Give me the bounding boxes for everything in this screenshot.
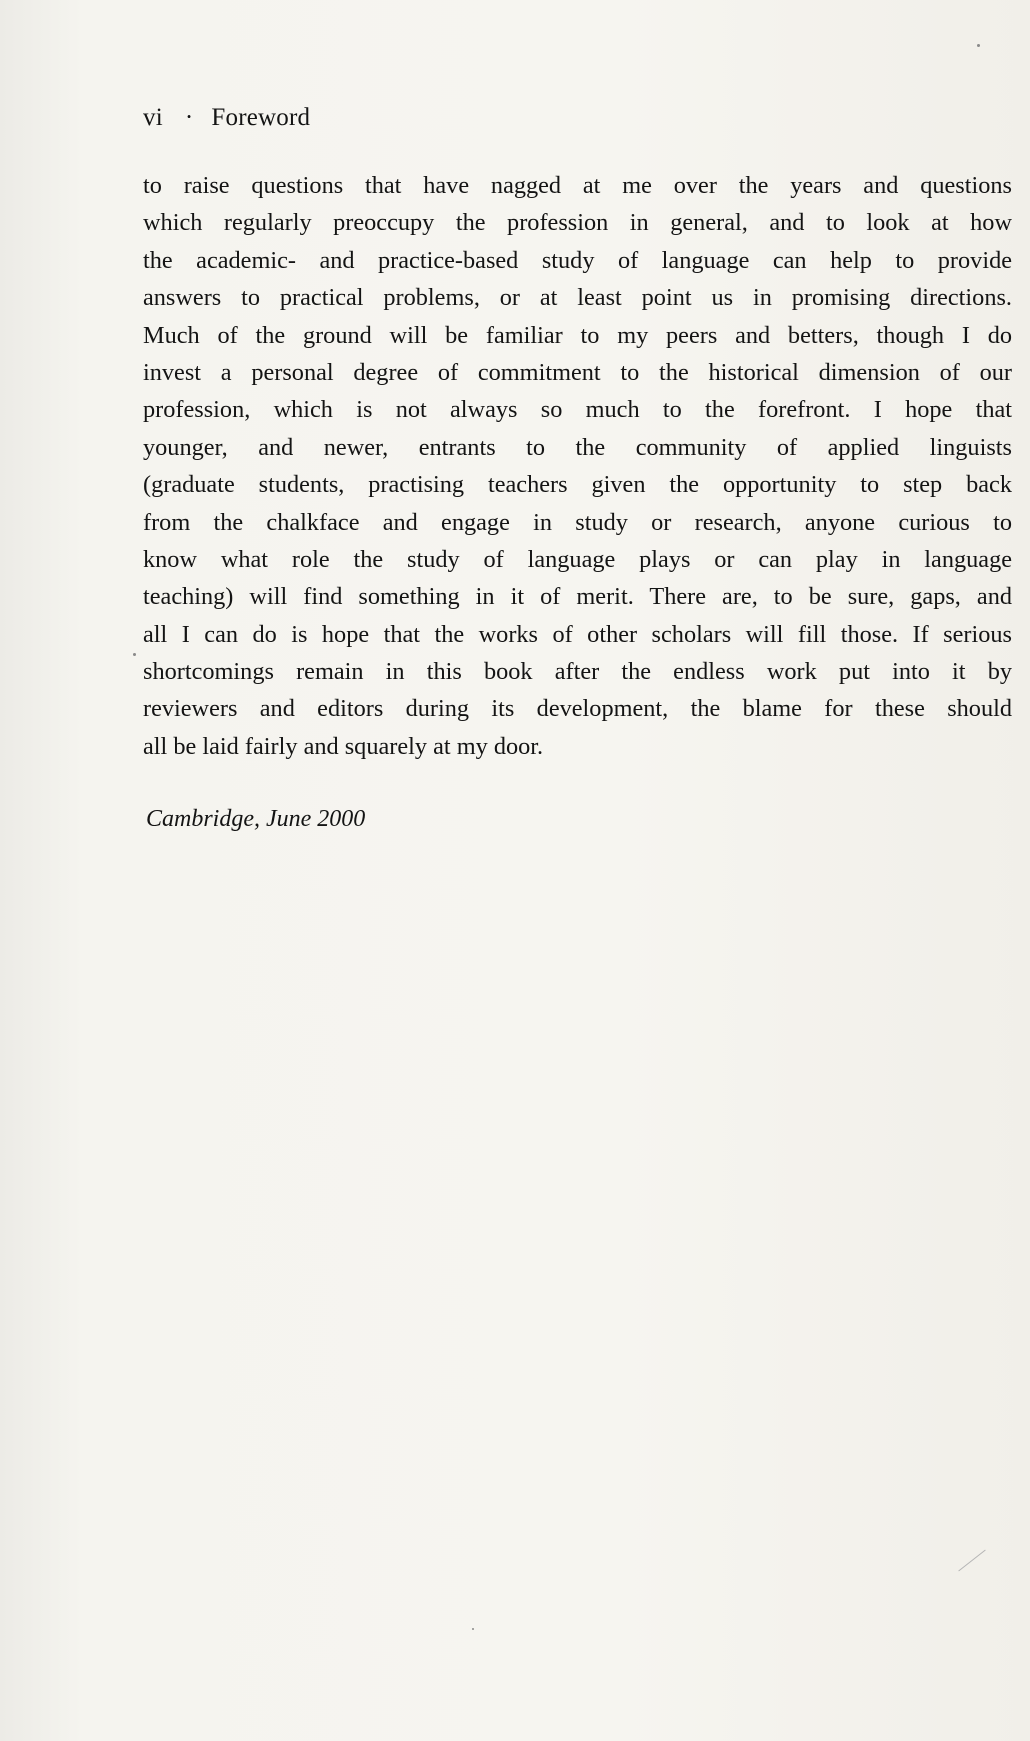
text-line: invest a personal degree of commitment to the historical dimension of our <box>143 358 1012 386</box>
scratch-mark <box>958 1550 985 1572</box>
text-line: profession, which is not always so much to the forefront. I hope that <box>143 396 1012 424</box>
text-line: the academic- and practice-based study of language can help to provide <box>143 246 1012 274</box>
text-line: know what role the study of language plays or can play in language <box>143 545 1012 573</box>
text-line: which regularly preoccupy the profession in general, and to look at how <box>143 209 1012 237</box>
text-line: all I can do is hope that the works of other scholars will fill those. If serious <box>143 620 1012 648</box>
text-line: from the chalkface and engage in study or research, anyone curious to <box>143 508 1012 536</box>
speck-mark <box>977 44 980 47</box>
text-line: (graduate students, practising teachers given the opportunity to step back <box>143 471 1012 499</box>
running-header <box>143 104 310 132</box>
text-line: teaching) will find something in it of merit. There are, to be sure, gaps, and <box>143 583 1012 611</box>
text-line: all be laid fairly and squarely at my door. <box>143 732 544 760</box>
header-separator: · <box>184 104 194 131</box>
text-line: answers to practical problems, or at least point us in promising directions. <box>143 284 1012 312</box>
speck-mark <box>472 1628 474 1630</box>
text-line: reviewers and editors during its development, the blame for these should <box>143 695 1012 723</box>
section-title: Foreword <box>211 104 311 131</box>
page-number: vi <box>143 104 163 131</box>
text-line: shortcomings remain in this book after the endless work put into it by <box>143 658 1012 686</box>
foreword-paragraph <box>143 167 1012 765</box>
signoff-place-date: Cambridge, June 2000 <box>146 806 366 832</box>
speck-mark <box>133 653 136 656</box>
text-line: to raise questions that have nagged at me over the years and questions <box>143 172 1012 199</box>
text-line: younger, and newer, entrants to the community of applied linguists <box>143 433 1012 461</box>
text-line: Much of the ground will be familiar to my peers and betters, though I do <box>143 321 1012 349</box>
